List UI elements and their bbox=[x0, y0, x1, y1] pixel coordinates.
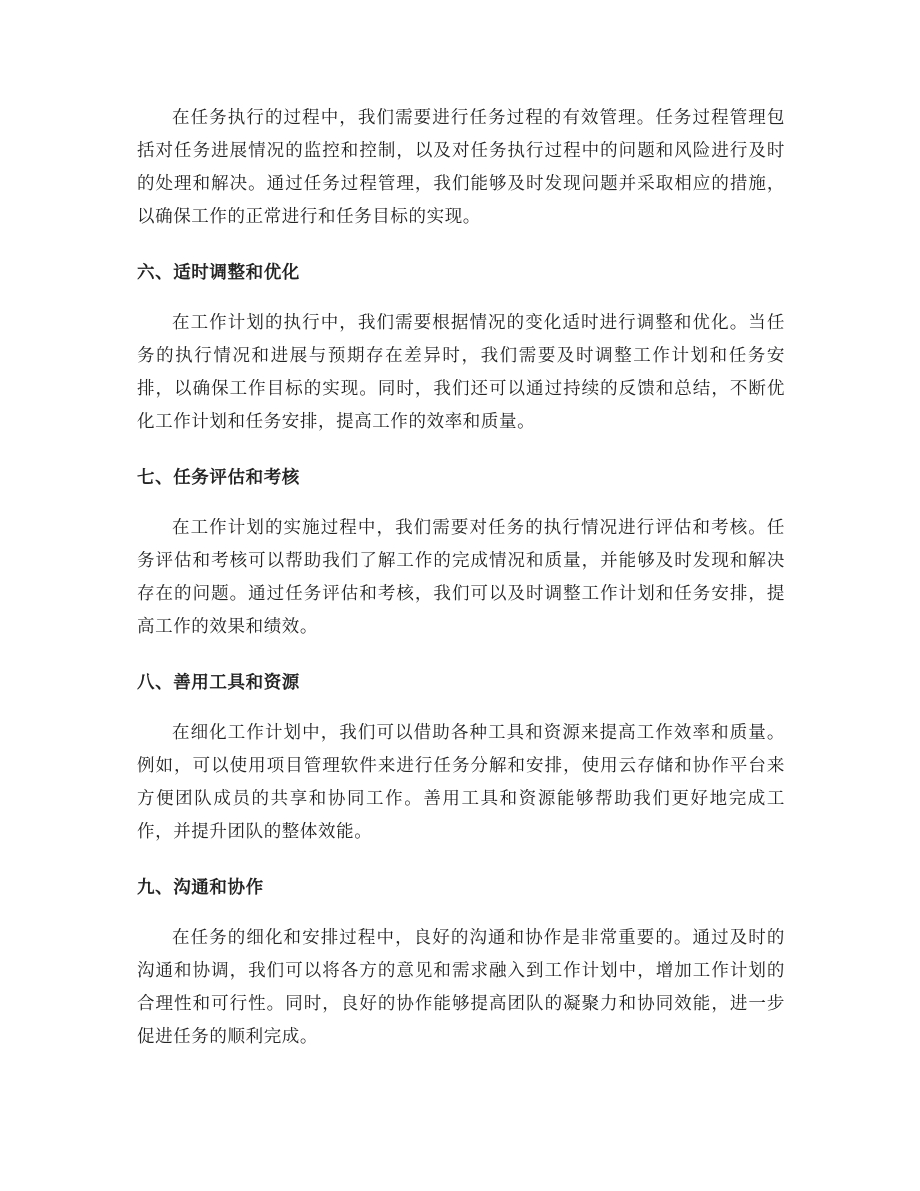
section-paragraph-9: 在任务的细化和安排过程中，良好的沟通和协作是非常重要的。通过及时的沟通和协调，我们可以将各方的意见和需求融入到工作计划中，增加工作计划的合理性和可行性。同时，良好的协作能够提高团队的凝聚力和协同效能，进一步促进任务的顺利完成。 bbox=[137, 928, 785, 1047]
intro-paragraph: 在任务执行的过程中，我们需要进行任务过程的有效管理。任务过程管理包括对任务进展情况的监控和控制，以及对任务执行过程中的问题和风险进行及时的处理和解决。通过任务过程管理，我们能够及时发现问题并采取相应的措施，以确保工作的正常进行和任务目标的实现。 bbox=[137, 108, 785, 227]
section-paragraph-6: 在工作计划的执行中，我们需要根据情况的变化适时进行调整和优化。当任务的执行情况和进展与预期存在差异时，我们需要及时调整工作计划和任务安排，以确保工作目标的实现。同时，我们还可以通过持续的反馈和总结，不断优化工作计划和任务安排，提高工作的效率和质量。 bbox=[137, 313, 785, 432]
section-heading-8: 八、善用工具和资源 bbox=[137, 673, 300, 693]
section-paragraph-7: 在工作计划的实施过程中，我们需要对任务的执行情况进行评估和考核。任务评估和考核可以帮助我们了解工作的完成情况和质量，并能够及时发现和解决存在的问题。通过任务评估和考核，我们可以及时调整工作计划和任务安排，提高工作的效果和绩效。 bbox=[137, 518, 785, 637]
section-paragraph-8: 在细化工作计划中，我们可以借助各种工具和资源来提高工作效率和质量。例如，可以使用项目管理软件来进行任务分解和安排，使用云存储和协作平台来方便团队成员的共享和协同工作。善用工具和资源能够帮助我们更好地完成工作，并提升团队的整体效能。 bbox=[137, 723, 785, 842]
document-body bbox=[137, 102, 785, 1054]
section-heading-9: 九、沟通和协作 bbox=[137, 878, 264, 898]
section-heading-6: 六、适时调整和优化 bbox=[137, 263, 300, 283]
section-heading-7: 七、任务评估和考核 bbox=[137, 468, 300, 488]
